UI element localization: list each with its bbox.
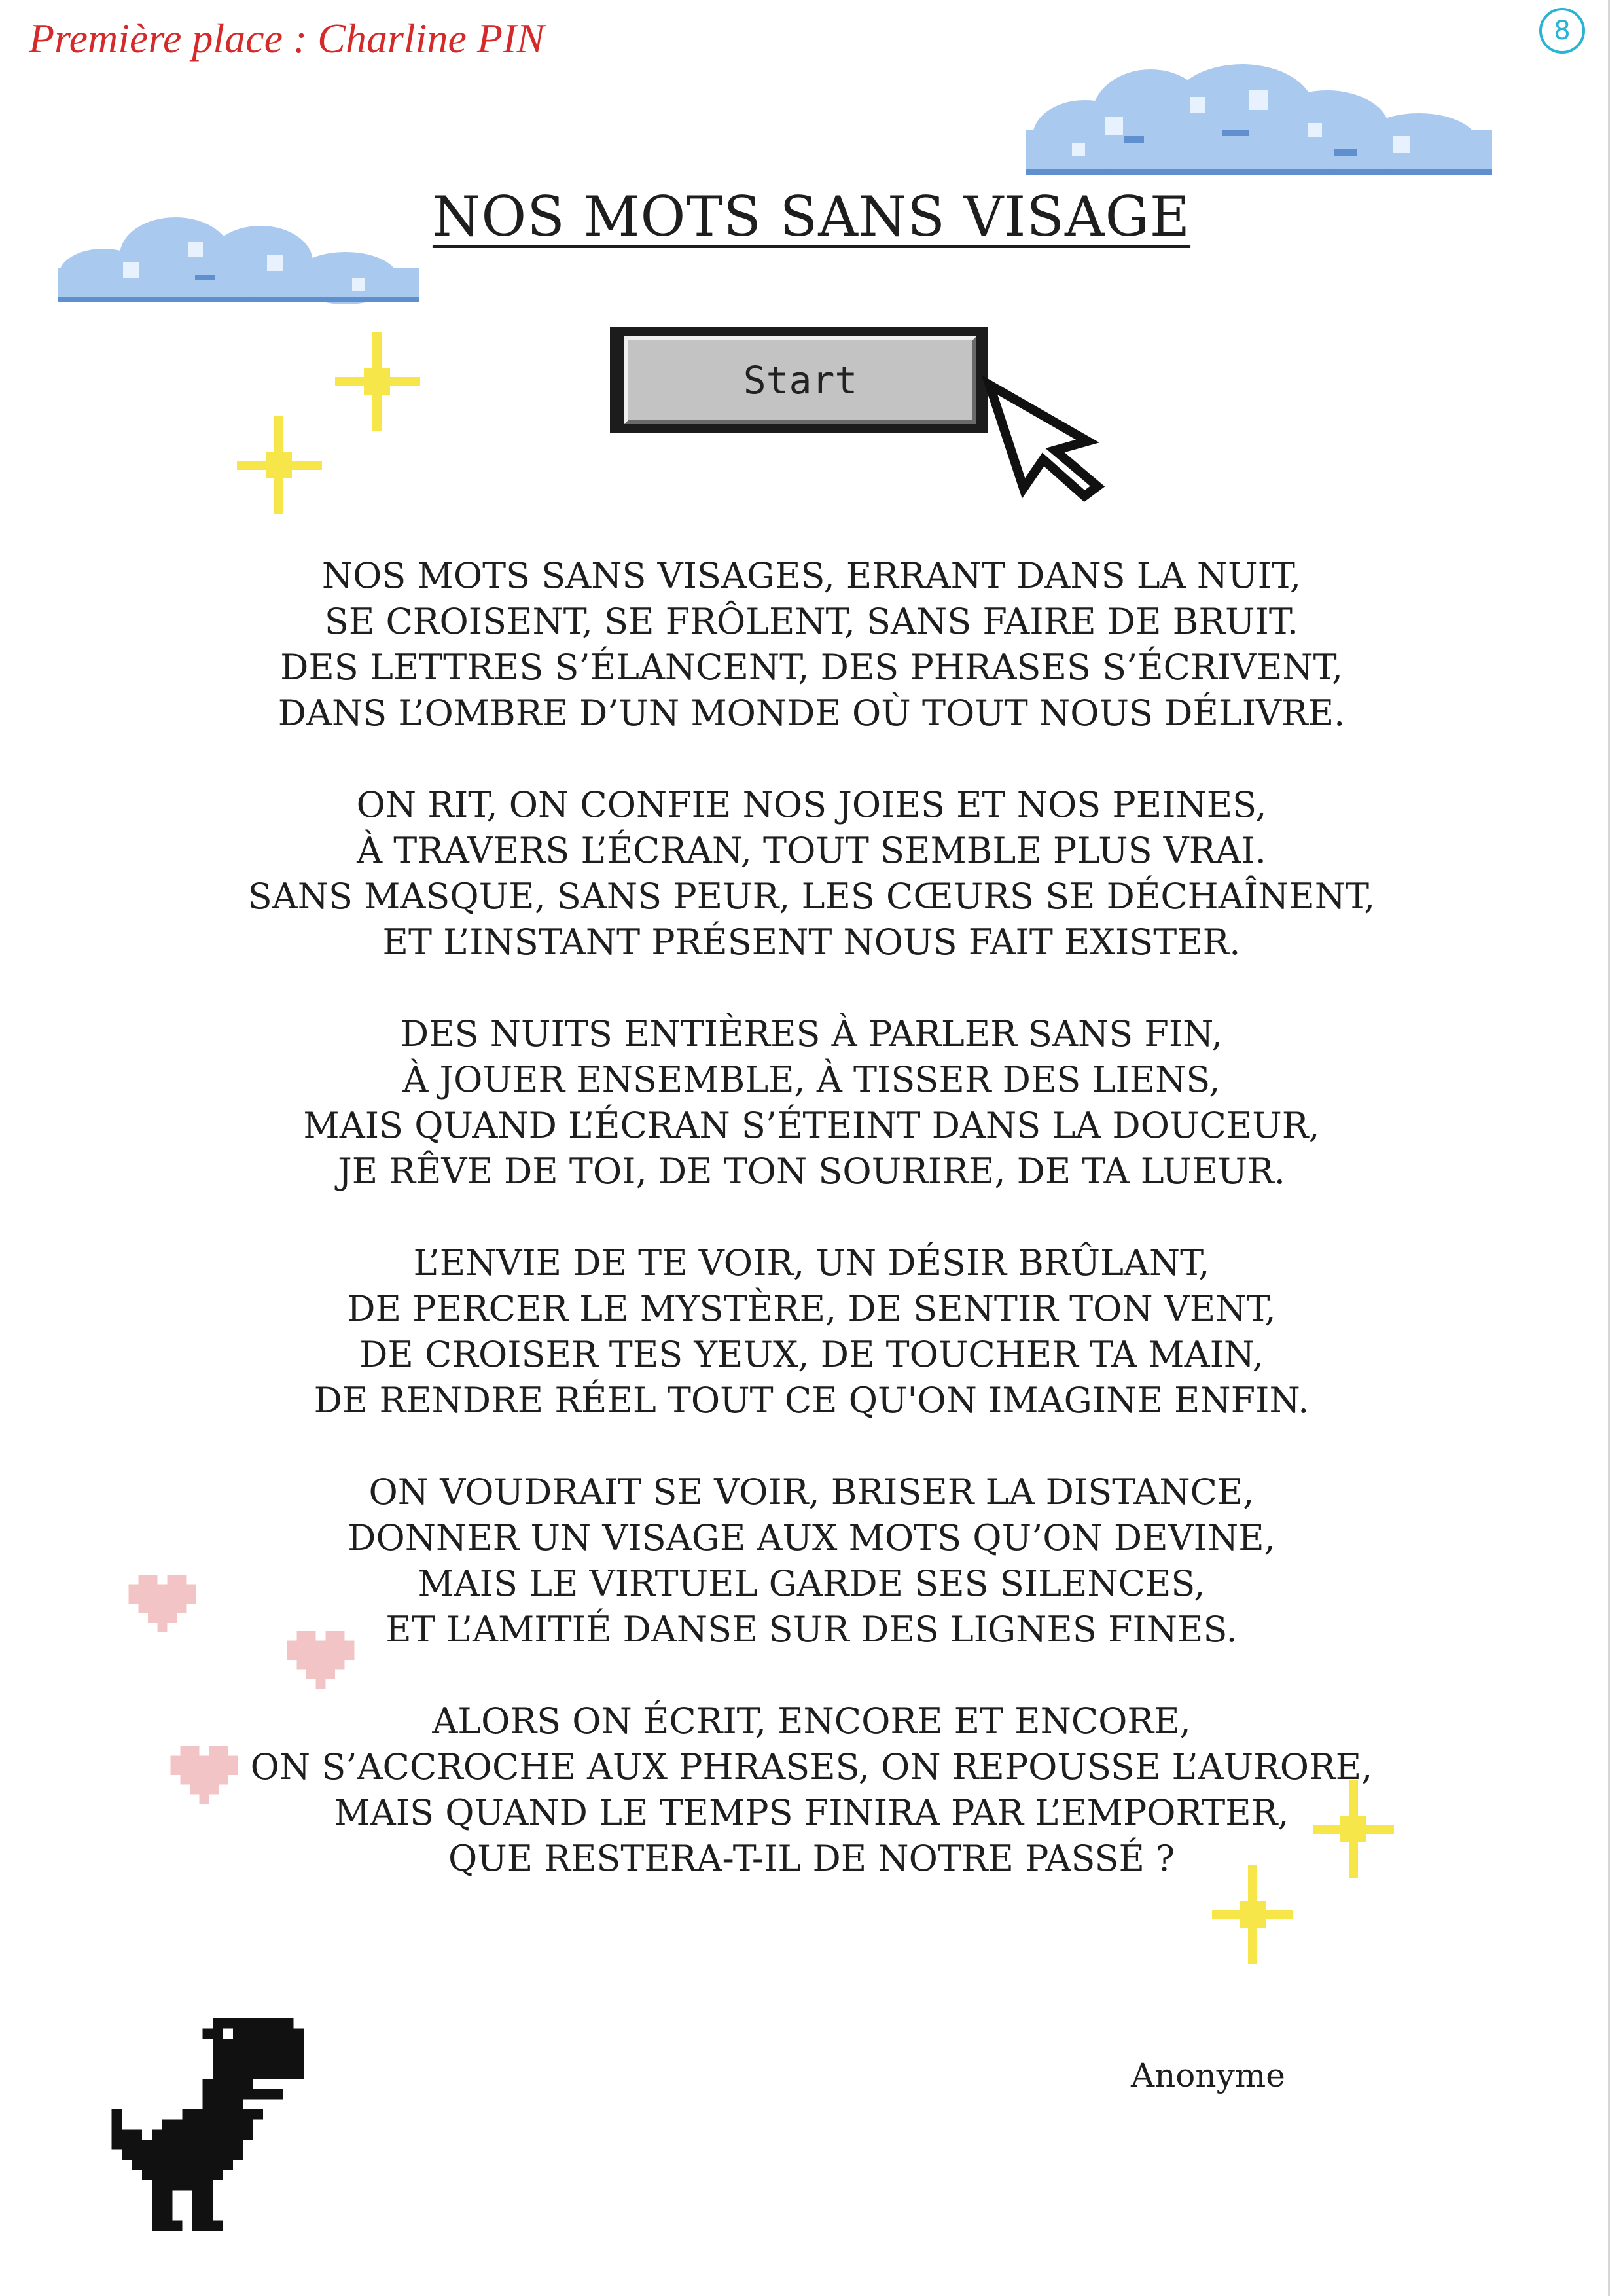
cloud-icon	[1026, 64, 1492, 182]
poem-line: DE RENDRE RÉEL TOUT CE QU'ON IMAGINE ENFIN.	[313, 1380, 1310, 1421]
dinosaur-icon	[111, 2018, 314, 2231]
poem-line: SE CROISENT, SE FRÔLENT, SANS FAIRE DE BRUIT.	[324, 601, 1299, 642]
poem-line: DE CROISER TES YEUX, DE TOUCHER TA MAIN,	[359, 1334, 1264, 1375]
poem-line: DONNER UN VISAGE AUX MOTS QU’ON DEVINE,	[348, 1517, 1275, 1558]
stanza	[0, 1240, 1623, 1424]
poem-line: DES NUITS ENTIÈRES À PARLER SANS FIN,	[400, 1013, 1223, 1054]
poem-line: DANS L’OMBRE D’UN MONDE OÙ TOUT NOUS DÉLIVRE.	[277, 692, 1346, 734]
poem-line: JE RÊVE DE TOI, DE TON SOURIRE, DE TA LUEUR.	[338, 1151, 1285, 1192]
poem-line: QUE RESTERA-T-IL DE NOTRE PASSÉ ?	[448, 1838, 1175, 1879]
sparkle-icon	[237, 416, 322, 514]
poem-line: À JOUER ENSEMBLE, À TISSER DES LIENS,	[402, 1059, 1221, 1100]
stanza	[0, 1011, 1623, 1194]
page-number-badge: 8	[1539, 8, 1585, 54]
stanza	[0, 782, 1623, 965]
poem-line: ON S’ACCROCHE AUX PHRASES, ON REPOUSSE L’AURORE,	[250, 1746, 1373, 1787]
heart-icon	[284, 1631, 357, 1689]
poem-line: DES LETTRES S’ÉLANCENT, DES PHRASES S’ÉCRIVENT,	[280, 647, 1343, 688]
mouse-cursor-icon	[990, 385, 1107, 496]
stanza	[0, 553, 1623, 736]
heart-icon	[126, 1575, 199, 1632]
poem-line: ON RIT, ON CONFIE NOS JOIES ET NOS PEINES,	[356, 784, 1267, 825]
poem-line: À TRAVERS L’ÉCRAN, TOUT SEMBLE PLUS VRAI.	[357, 830, 1266, 871]
poem-line: L’ENVIE DE TE VOIR, UN DÉSIR BRÛLANT,	[413, 1242, 1210, 1283]
poem-line: MAIS QUAND L’ÉCRAN S’ÉTEINT DANS LA DOUCEUR,	[303, 1105, 1320, 1146]
poem-title: NOS MOTS SANS VISAGE	[432, 185, 1191, 249]
poem-line: NOS MOTS SANS VISAGES, ERRANT DANS LA NUIT,	[321, 555, 1302, 596]
author-signature: Anonyme	[1131, 2056, 1285, 2094]
sparkle-icon	[335, 332, 420, 431]
poem-body	[0, 553, 1623, 1928]
stanza	[0, 1698, 1623, 1882]
poem-line: ON VOUDRAIT SE VOIR, BRISER LA DISTANCE,	[368, 1471, 1255, 1513]
poem-line: ET L’AMITIÉ DANSE SUR DES LIGNES FINES.	[385, 1609, 1238, 1650]
poem-title-row	[0, 185, 1623, 249]
poem-line: ET L’INSTANT PRÉSENT NOUS FAIT EXISTER.	[382, 922, 1241, 963]
award-label: Première place : Charline PIN	[29, 15, 544, 62]
heart-icon	[168, 1746, 241, 1804]
start-button[interactable]: Start	[624, 336, 976, 424]
poem-line: ALORS ON ÉCRIT, ENCORE ET ENCORE,	[432, 1700, 1191, 1742]
poem-line: DE PERCER LE MYSTÈRE, DE SENTIR TON VENT,	[347, 1288, 1276, 1329]
poem-line: SANS MASQUE, SANS PEUR, LES CŒURS SE DÉCHAÎNENT,	[247, 876, 1376, 917]
poem-line: MAIS LE VIRTUEL GARDE SES SILENCES,	[418, 1563, 1205, 1604]
stanza	[0, 1469, 1623, 1653]
poem-line: MAIS QUAND LE TEMPS FINIRA PAR L’EMPORTER,	[334, 1792, 1289, 1833]
